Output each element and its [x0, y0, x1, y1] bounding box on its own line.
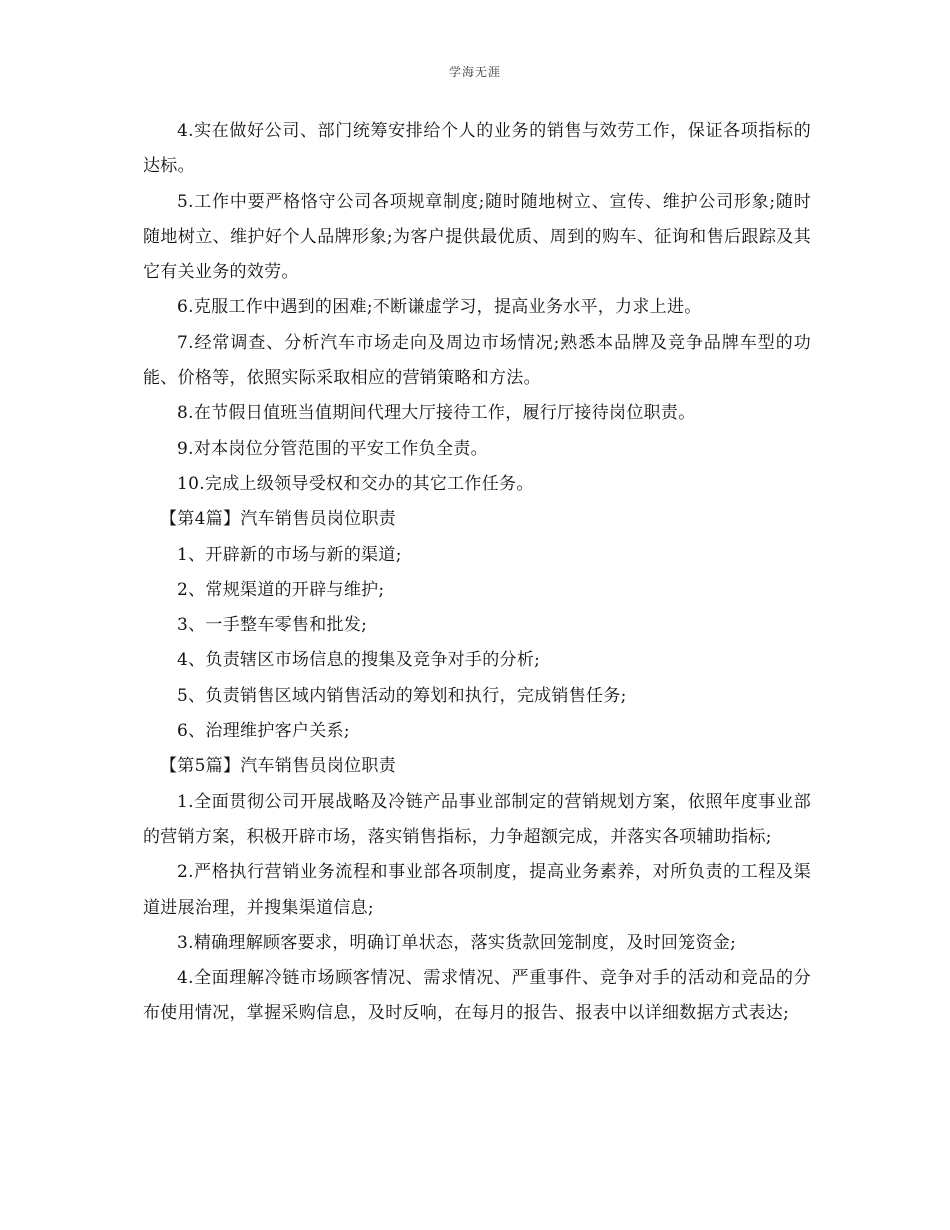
- list-item: 1.全面贯彻公司开展战略及冷链产品事业部制定的营销规划方案，依照年度事业部的营销方案，积极开辟市场，落实销售指标，力争超额完成，并落实各项辅助指标;: [143, 791, 811, 847]
- list-item: 3.精确理解顾客要求，明确订单状态，落实货款回笼制度，及时回笼资金;: [177, 932, 737, 953]
- paragraph-duty-7: 7.经常调查、分析汽车市场走向及周边市场情况;熟悉本品牌及竞争品牌车型的功能、价格等，依照实际采取相应的营销策略和方法。: [143, 332, 811, 389]
- list-item: 5、负责销售区域内销售活动的筹划和执行，完成销售任务;: [177, 685, 627, 706]
- list-item: 2、常规渠道的开辟与维护;: [177, 579, 385, 600]
- document-body: [143, 114, 811, 1032]
- list-item: 3、一手整车零售和批发;: [177, 615, 368, 636]
- list-item: 2.严格执行营销业务流程和事业部各项制度，提高业务素养，对所负责的工程及渠道进展治理，并搜集渠道信息;: [143, 862, 811, 918]
- paragraph-duty-8: 8.在节假日值班当值期间代理大厅接待工作，履行厅接待岗位职责。: [177, 403, 696, 424]
- list-item: 1、开辟新的市场与新的渠道;: [177, 544, 402, 565]
- page-header: 学海无涯: [448, 65, 501, 79]
- section-heading-5: 【第5篇】汽车销售员岗位职责: [160, 756, 397, 777]
- list-item: 4.全面理解冷链市场顾客情况、需求情况、严重事件、竞争对手的活动和竞品的分布使用情况，掌握采购信息，及时反响，在每月的报告、报表中以详细数据方式表达;: [143, 968, 811, 1024]
- paragraph-duty-5: 5.工作中要严格恪守公司各项规章制度;随时随地树立、宣传、维护公司形象;随时随地树立、维护好个人品牌形象;为客户提供最优质、周到的购车、征询和售后跟踪及其它有关业务的效劳。: [143, 191, 811, 283]
- paragraph-duty-6: 6.克服工作中遇到的困难;不断谦虚学习，提高业务水平，力求上进。: [177, 297, 702, 318]
- paragraph-duty-4: 4.实在做好公司、部门统筹安排给个人的业务的销售与效劳工作，保证各项指标的达标。: [143, 121, 811, 177]
- paragraph-duty-9: 9.对本岗位分管范围的平安工作负全责。: [177, 438, 488, 459]
- list-item: 6、治理维护客户关系;: [177, 721, 350, 742]
- paragraph-duty-10: 10.完成上级领导受权和交办的其它工作任务。: [177, 473, 534, 494]
- list-item: 4、负责辖区市场信息的搜集及竞争对手的分析;: [177, 650, 541, 671]
- section-heading-4: 【第4篇】汽车销售员岗位职责: [160, 509, 397, 530]
